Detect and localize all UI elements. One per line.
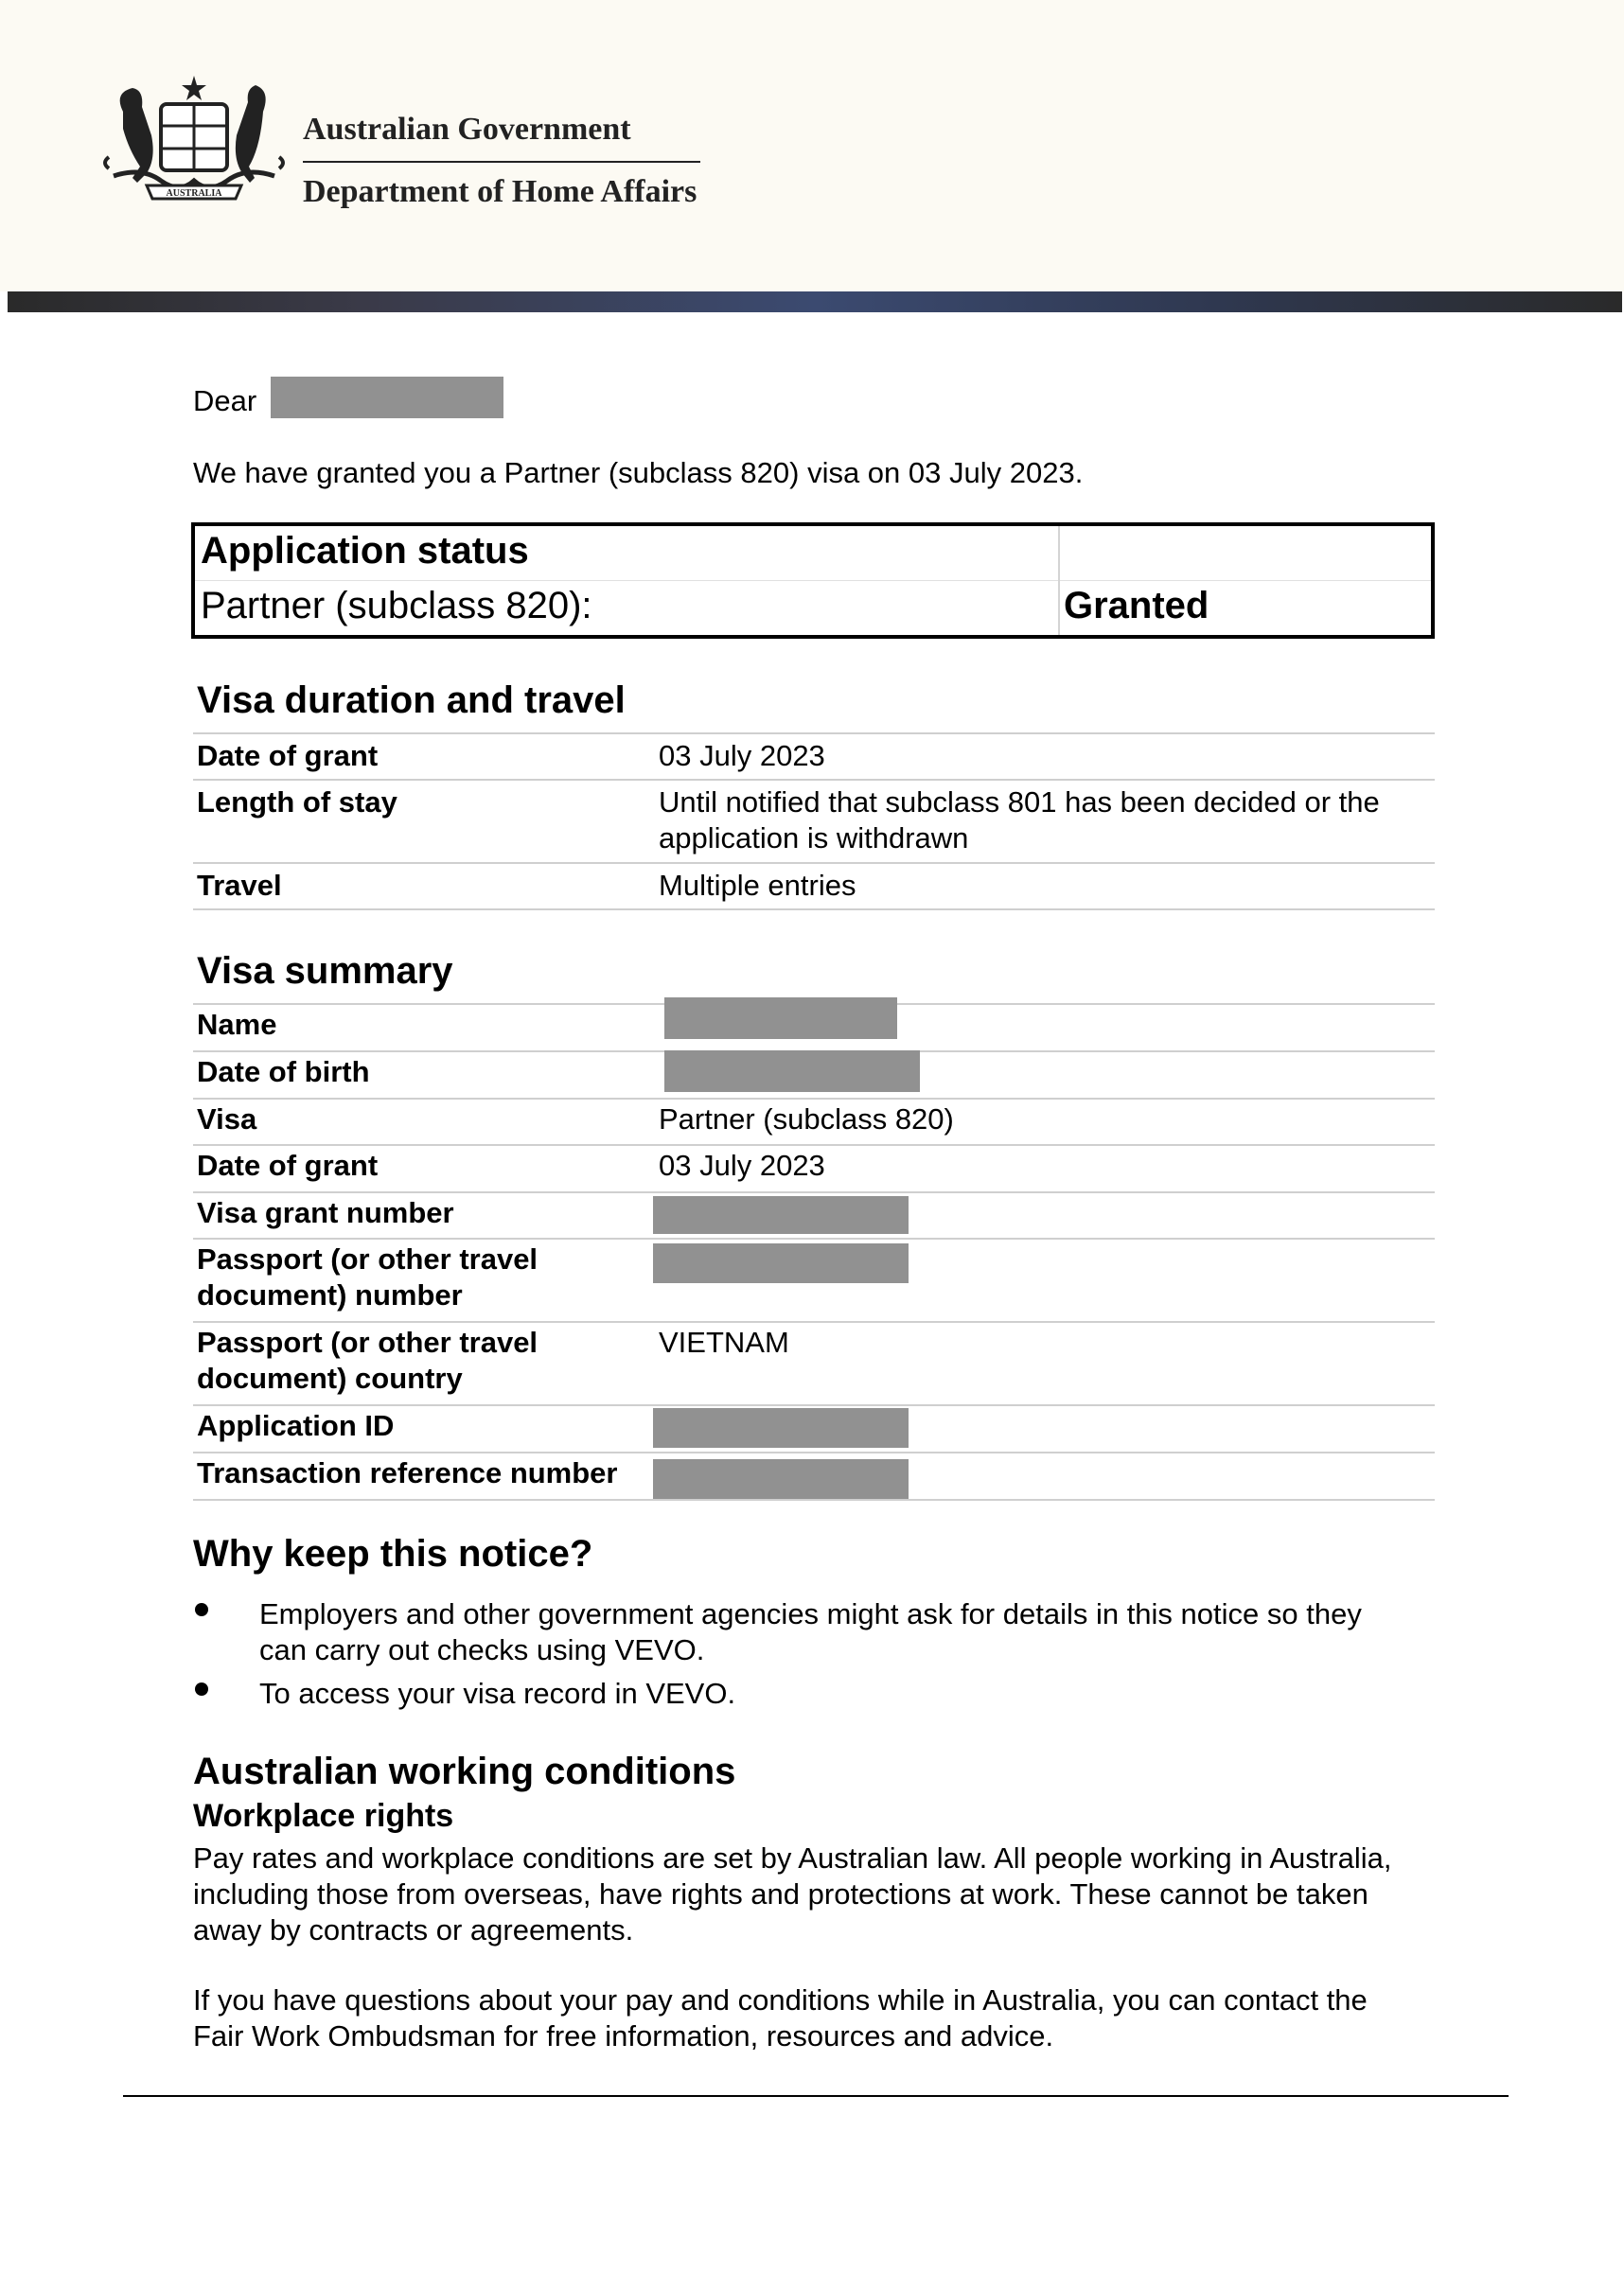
summary-label-date-of-birth: Date of birth — [197, 1055, 370, 1088]
table-rule — [193, 1098, 1435, 1100]
government-title: Australian Government — [303, 112, 631, 147]
duration-value-travel: Multiple entries — [659, 869, 856, 902]
status-value: Granted — [1064, 585, 1209, 626]
summary-label-passport-number-line2: document) number — [197, 1278, 463, 1312]
redacted-transaction-reference — [653, 1459, 909, 1499]
summary-label-date-of-grant: Date of grant — [197, 1149, 379, 1182]
status-heading: Application status — [201, 530, 529, 572]
summary-label-transaction-reference: Transaction reference number — [197, 1456, 618, 1489]
duration-value-length-of-stay-line2: application is withdrawn — [659, 821, 969, 854]
duration-heading: Visa duration and travel — [197, 679, 626, 721]
footer-divider — [123, 2095, 1509, 2097]
grant-sentence: We have granted you a Partner (subclass 820) visa on 03 July 2023. — [193, 456, 1084, 489]
table-rule — [193, 1144, 1435, 1146]
notice-bullet-1-line1: Employers and other government agencies might ask for details in this notice so they — [259, 1597, 1362, 1630]
summary-label-passport-number-line1: Passport (or other travel — [197, 1242, 538, 1276]
redacted-visa-grant-number — [653, 1196, 909, 1234]
summary-heading: Visa summary — [197, 950, 453, 992]
coat-of-arms-logo — [95, 74, 293, 216]
redacted-date-of-birth — [664, 1050, 920, 1092]
summary-label-application-id: Application ID — [197, 1409, 395, 1442]
redacted-application-id — [653, 1408, 909, 1448]
notice-heading: Why keep this notice? — [193, 1533, 593, 1575]
duration-value-length-of-stay-line1: Until notified that subclass 801 has been decided or the — [659, 785, 1380, 819]
table-rule — [193, 732, 1435, 734]
duration-label-date-of-grant: Date of grant — [197, 739, 379, 772]
summary-label-passport-country-line1: Passport (or other travel — [197, 1326, 538, 1359]
department-title: Department of Home Affairs — [303, 174, 697, 209]
conditions-para1-line3: away by contracts or agreements. — [193, 1913, 634, 1946]
conditions-para1-line1: Pay rates and workplace conditions are set by Australian law. All people working in Australia, — [193, 1841, 1392, 1875]
letterhead-divider — [303, 161, 700, 163]
table-rule — [193, 1191, 1435, 1193]
conditions-para1-line2: including those from overseas, have rights and protections at work. These cannot be taken — [193, 1877, 1368, 1911]
summary-label-visa: Visa — [197, 1102, 257, 1136]
table-rule — [193, 1452, 1435, 1453]
redacted-passport-number — [653, 1243, 909, 1283]
workplace-rights-subheading: Workplace rights — [193, 1798, 454, 1834]
duration-label-travel: Travel — [197, 869, 282, 902]
table-rule — [193, 862, 1435, 864]
summary-value-visa: Partner (subclass 820) — [659, 1102, 954, 1136]
notice-bullet-2: To access your visa record in VEVO. — [259, 1677, 736, 1710]
summary-label-visa-grant-number: Visa grant number — [197, 1196, 454, 1229]
conditions-heading: Australian working conditions — [193, 1751, 736, 1792]
table-rule — [193, 1404, 1435, 1406]
redacted-name — [664, 997, 897, 1039]
duration-label-length-of-stay: Length of stay — [197, 785, 397, 819]
conditions-para2-line1: If you have questions about your pay and conditions while in Australia, you can contact the — [193, 1983, 1368, 2017]
summary-value-date-of-grant: 03 July 2023 — [659, 1149, 825, 1182]
summary-label-name: Name — [197, 1008, 277, 1041]
redacted-recipient-name — [271, 377, 503, 418]
crest-scroll-label: AUSTRALIA — [166, 188, 222, 199]
status-row-divider — [195, 580, 1431, 581]
summary-value-passport-country: VIETNAM — [659, 1326, 789, 1359]
status-visa-label: Partner (subclass 820): — [201, 585, 592, 626]
notice-bullet-1-line2: can carry out checks using VEVO. — [259, 1633, 705, 1666]
summary-label-passport-country-line2: document) country — [197, 1362, 463, 1395]
salutation: Dear — [193, 384, 257, 417]
bullet-dot — [195, 1682, 208, 1696]
conditions-para2-line2: Fair Work Ombudsman for free information, resources and advice. — [193, 2019, 1054, 2052]
header-color-bar — [8, 291, 1622, 312]
duration-value-date-of-grant: 03 July 2023 — [659, 739, 825, 772]
table-rule — [193, 779, 1435, 781]
table-rule — [193, 908, 1435, 910]
bullet-dot — [195, 1603, 208, 1616]
table-rule — [193, 1499, 1435, 1501]
table-rule — [193, 1238, 1435, 1240]
status-column-divider — [1058, 526, 1060, 635]
table-rule — [193, 1321, 1435, 1323]
